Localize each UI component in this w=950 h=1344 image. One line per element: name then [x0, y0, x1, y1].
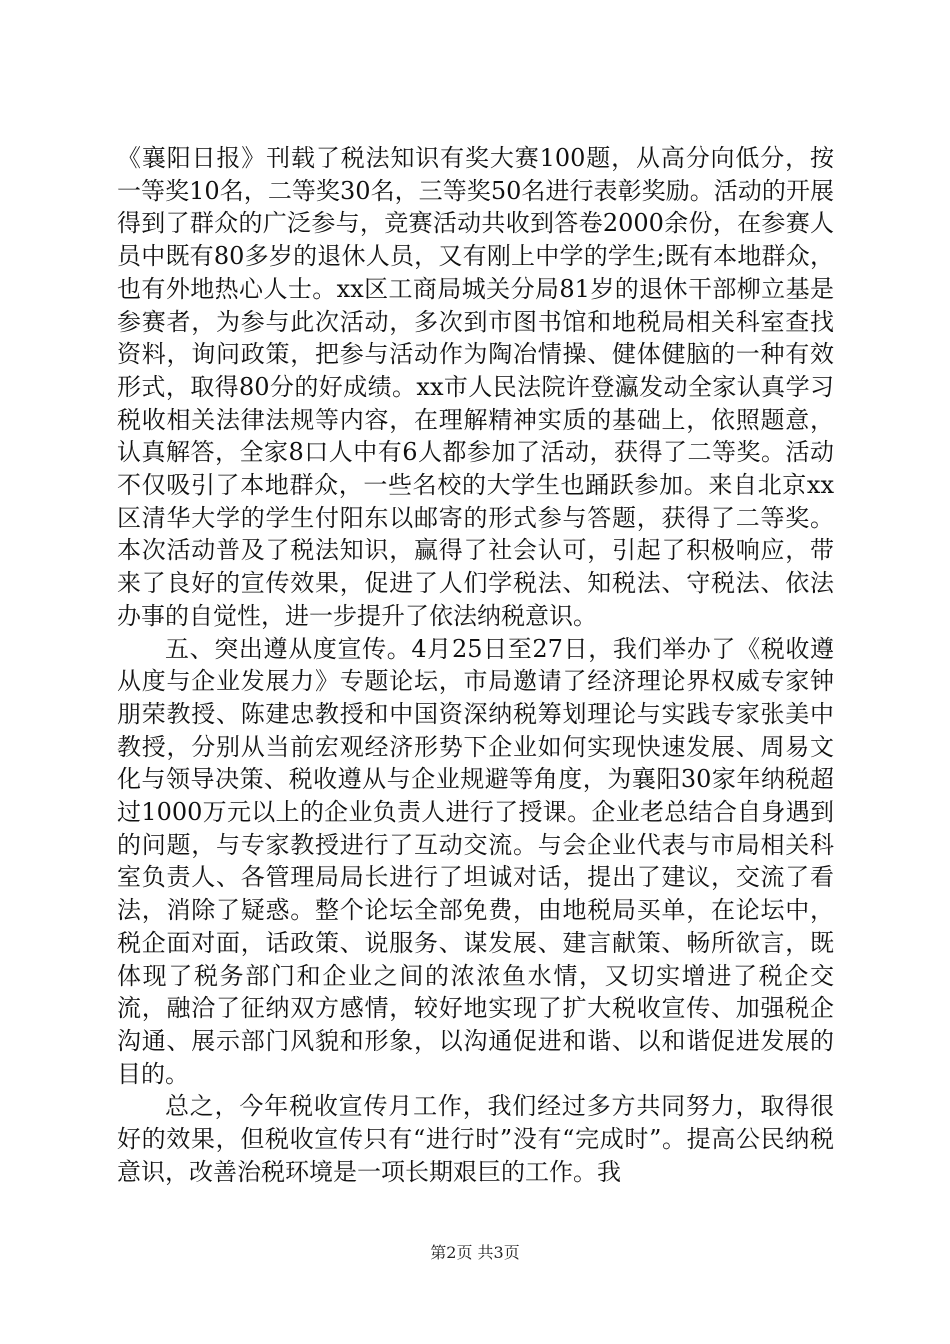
paragraph-compliance-forum: 五、突出遵从度宣传。4月25日至27日，我们举办了《税收遵从度与企业发展力》专题论坛，市局邀请了经济理论界权威专家钟朋荣教授、陈建忠教授和中国资深纳税筹划理论与实践专家张美中教授，分别从当前宏观经济形势下企业如何实现快速发展、周易文化与领导决策、税收遵从与企业规避等角度，为襄阳30家年纳税超过1000万元以上的企业负责人进行了授课。企业老总结合自身遇到的问题，与专家教授进行了互动交流。与会企业代表与市局相关科室负责人、各管理局局长进行了坦诚对话，提出了建议，交流了看法，消除了疑惑。整个论坛全部免费，由地税局买单，在论坛中，税企面对面，话政策、说服务、谋发展、建言献策、畅所欲言，既体现了税务部门和企业之间的浓浓鱼水情，又切实增进了税企交流，融洽了征纳双方感情，较好地实现了扩大税收宣传、加强税企沟通、展示部门风貌和形象，以沟通促进和谐、以和谐促进发展的目的。 — [117, 634, 834, 1088]
page-footer: 第2页 共3页 — [430, 1243, 520, 1262]
document-body — [117, 142, 834, 1189]
paragraph-summary: 总之，今年税收宣传月工作，我们经过多方共同努力，取得很好的效果，但税收宣传只有“进行时”没有“完成时”。提高公民纳税意识，改善治税环境是一项长期艰巨的工作。我 — [117, 1092, 834, 1186]
paragraph-tax-contest: 《襄阳日报》刊载了税法知识有奖大赛100题，从高分向低分，按一等奖10名，二等奖30名，三等奖50名进行表彰奖励。活动的开展得到了群众的广泛参与，竞赛活动共收到答卷2000余份，在参赛人员中既有80多岁的退休人员，又有刚上中学的学生;既有本地群众，也有外地热心人士。xx区工商局城关分局81岁的退休干部柳立基是参赛者，为参与此次活动，多次到市图书馆和地税局相关科室查找资料，询问政策，把参与活动作为陶冶情操、健体健脑的一种有效形式，取得80分的好成绩。xx市人民法院许登瀛发动全家认真学习税收相关法律法规等内容，在理解精神实质的基础上，依照题意，认真解答，全家8口人中有6人都参加了活动，获得了二等奖。活动不仅吸引了本地群众，一些名校的大学生也踊跃参加。来自北京xx区清华大学的学生付阳东以邮寄的形式参与答题，获得了二等奖。本次活动普及了税法知识，赢得了社会认可，引起了积极响应，带来了良好的宣传效果，促进了人们学税法、知税法、守税法、依法办事的自觉性，进一步提升了依法纳税意识。 — [117, 144, 834, 630]
